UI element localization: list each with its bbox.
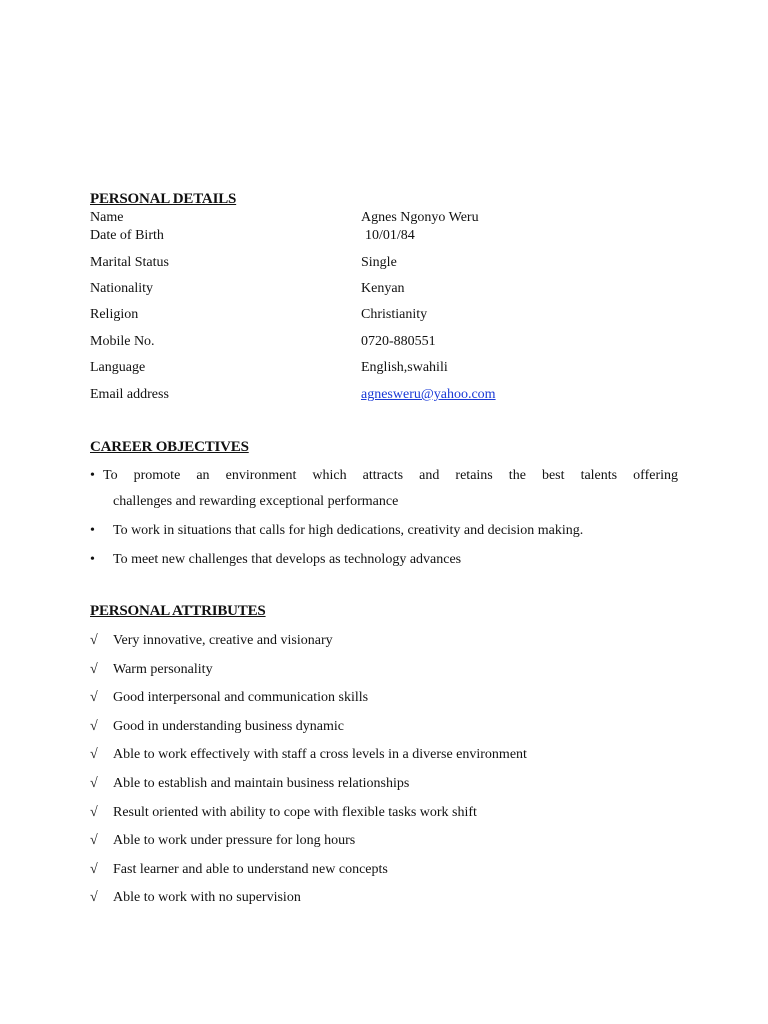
detail-label: Nationality <box>90 281 153 296</box>
objective-text: To work in situations that calls for high dedications, creativity and decision making. <box>113 523 584 538</box>
detail-row-religion <box>90 306 690 324</box>
objective-text: To meet new challenges that develops as technology advances <box>113 552 462 567</box>
detail-label: Date of Birth <box>90 228 164 243</box>
attribute-text: Able to work effectively with staff a cross levels in a diverse environment <box>113 747 527 762</box>
detail-label: Name <box>90 210 124 225</box>
detail-value: Single <box>361 255 397 270</box>
attribute-text: Very innovative, creative and visionary <box>113 633 333 648</box>
detail-label: Mobile No. <box>90 334 155 349</box>
detail-row-name <box>90 209 690 227</box>
checkmark-icon: √ <box>90 719 98 734</box>
attribute-text: Result oriented with ability to cope with flexible tasks work shift <box>113 805 477 820</box>
objective-text-line: To promote an environment which attracts and retains the best talents offering <box>103 468 678 483</box>
detail-value: Christianity <box>361 307 428 322</box>
detail-label: Email address <box>90 387 169 402</box>
detail-label: Marital Status <box>90 255 169 270</box>
detail-row-nationality <box>90 280 690 298</box>
personal-attributes-heading: PERSONAL ATTRIBUTES <box>90 603 266 619</box>
objective-item <box>90 463 678 515</box>
detail-value: 10/01/84 <box>365 228 415 243</box>
detail-row-email <box>90 386 690 404</box>
attribute-text: Able to work under pressure for long hours <box>113 833 356 848</box>
detail-row-marital-status <box>90 254 690 272</box>
attribute-text: Fast learner and able to understand new concepts <box>113 862 388 877</box>
checkmark-icon: √ <box>90 690 98 705</box>
detail-row-language <box>90 359 690 377</box>
detail-row-mobile <box>90 333 690 351</box>
checkmark-icon: √ <box>90 747 98 762</box>
checkmark-icon: √ <box>90 633 98 648</box>
email-link[interactable]: agnesweru@yahoo.com <box>361 387 496 402</box>
checkmark-icon: √ <box>90 833 98 848</box>
career-objectives-heading: CAREER OBJECTIVES <box>90 439 249 455</box>
detail-row-dob <box>90 227 690 245</box>
detail-value: 0720-880551 <box>361 334 436 349</box>
detail-label: Religion <box>90 307 139 322</box>
detail-value: Kenyan <box>361 281 405 296</box>
detail-value: English,swahili <box>361 360 448 375</box>
objective-text-line: challenges and rewarding exceptional performance <box>113 494 399 509</box>
attribute-text: Good in understanding business dynamic <box>113 719 344 734</box>
detail-label: Language <box>90 360 146 375</box>
checkmark-icon: √ <box>90 776 98 791</box>
bullet-icon: • <box>90 523 95 538</box>
attribute-text: Good interpersonal and communication skills <box>113 690 369 705</box>
attribute-text: Warm personality <box>113 662 213 677</box>
checkmark-icon: √ <box>90 805 98 820</box>
attribute-text: Able to work with no supervision <box>113 890 301 905</box>
checkmark-icon: √ <box>90 862 98 877</box>
detail-value: Agnes Ngonyo Weru <box>361 210 479 225</box>
personal-details-heading: PERSONAL DETAILS <box>90 191 237 207</box>
bullet-icon: • <box>90 468 95 483</box>
bullet-icon: • <box>90 552 95 567</box>
checkmark-icon: √ <box>90 890 98 905</box>
checkmark-icon: √ <box>90 662 98 677</box>
attribute-text: Able to establish and maintain business relationships <box>113 776 410 791</box>
